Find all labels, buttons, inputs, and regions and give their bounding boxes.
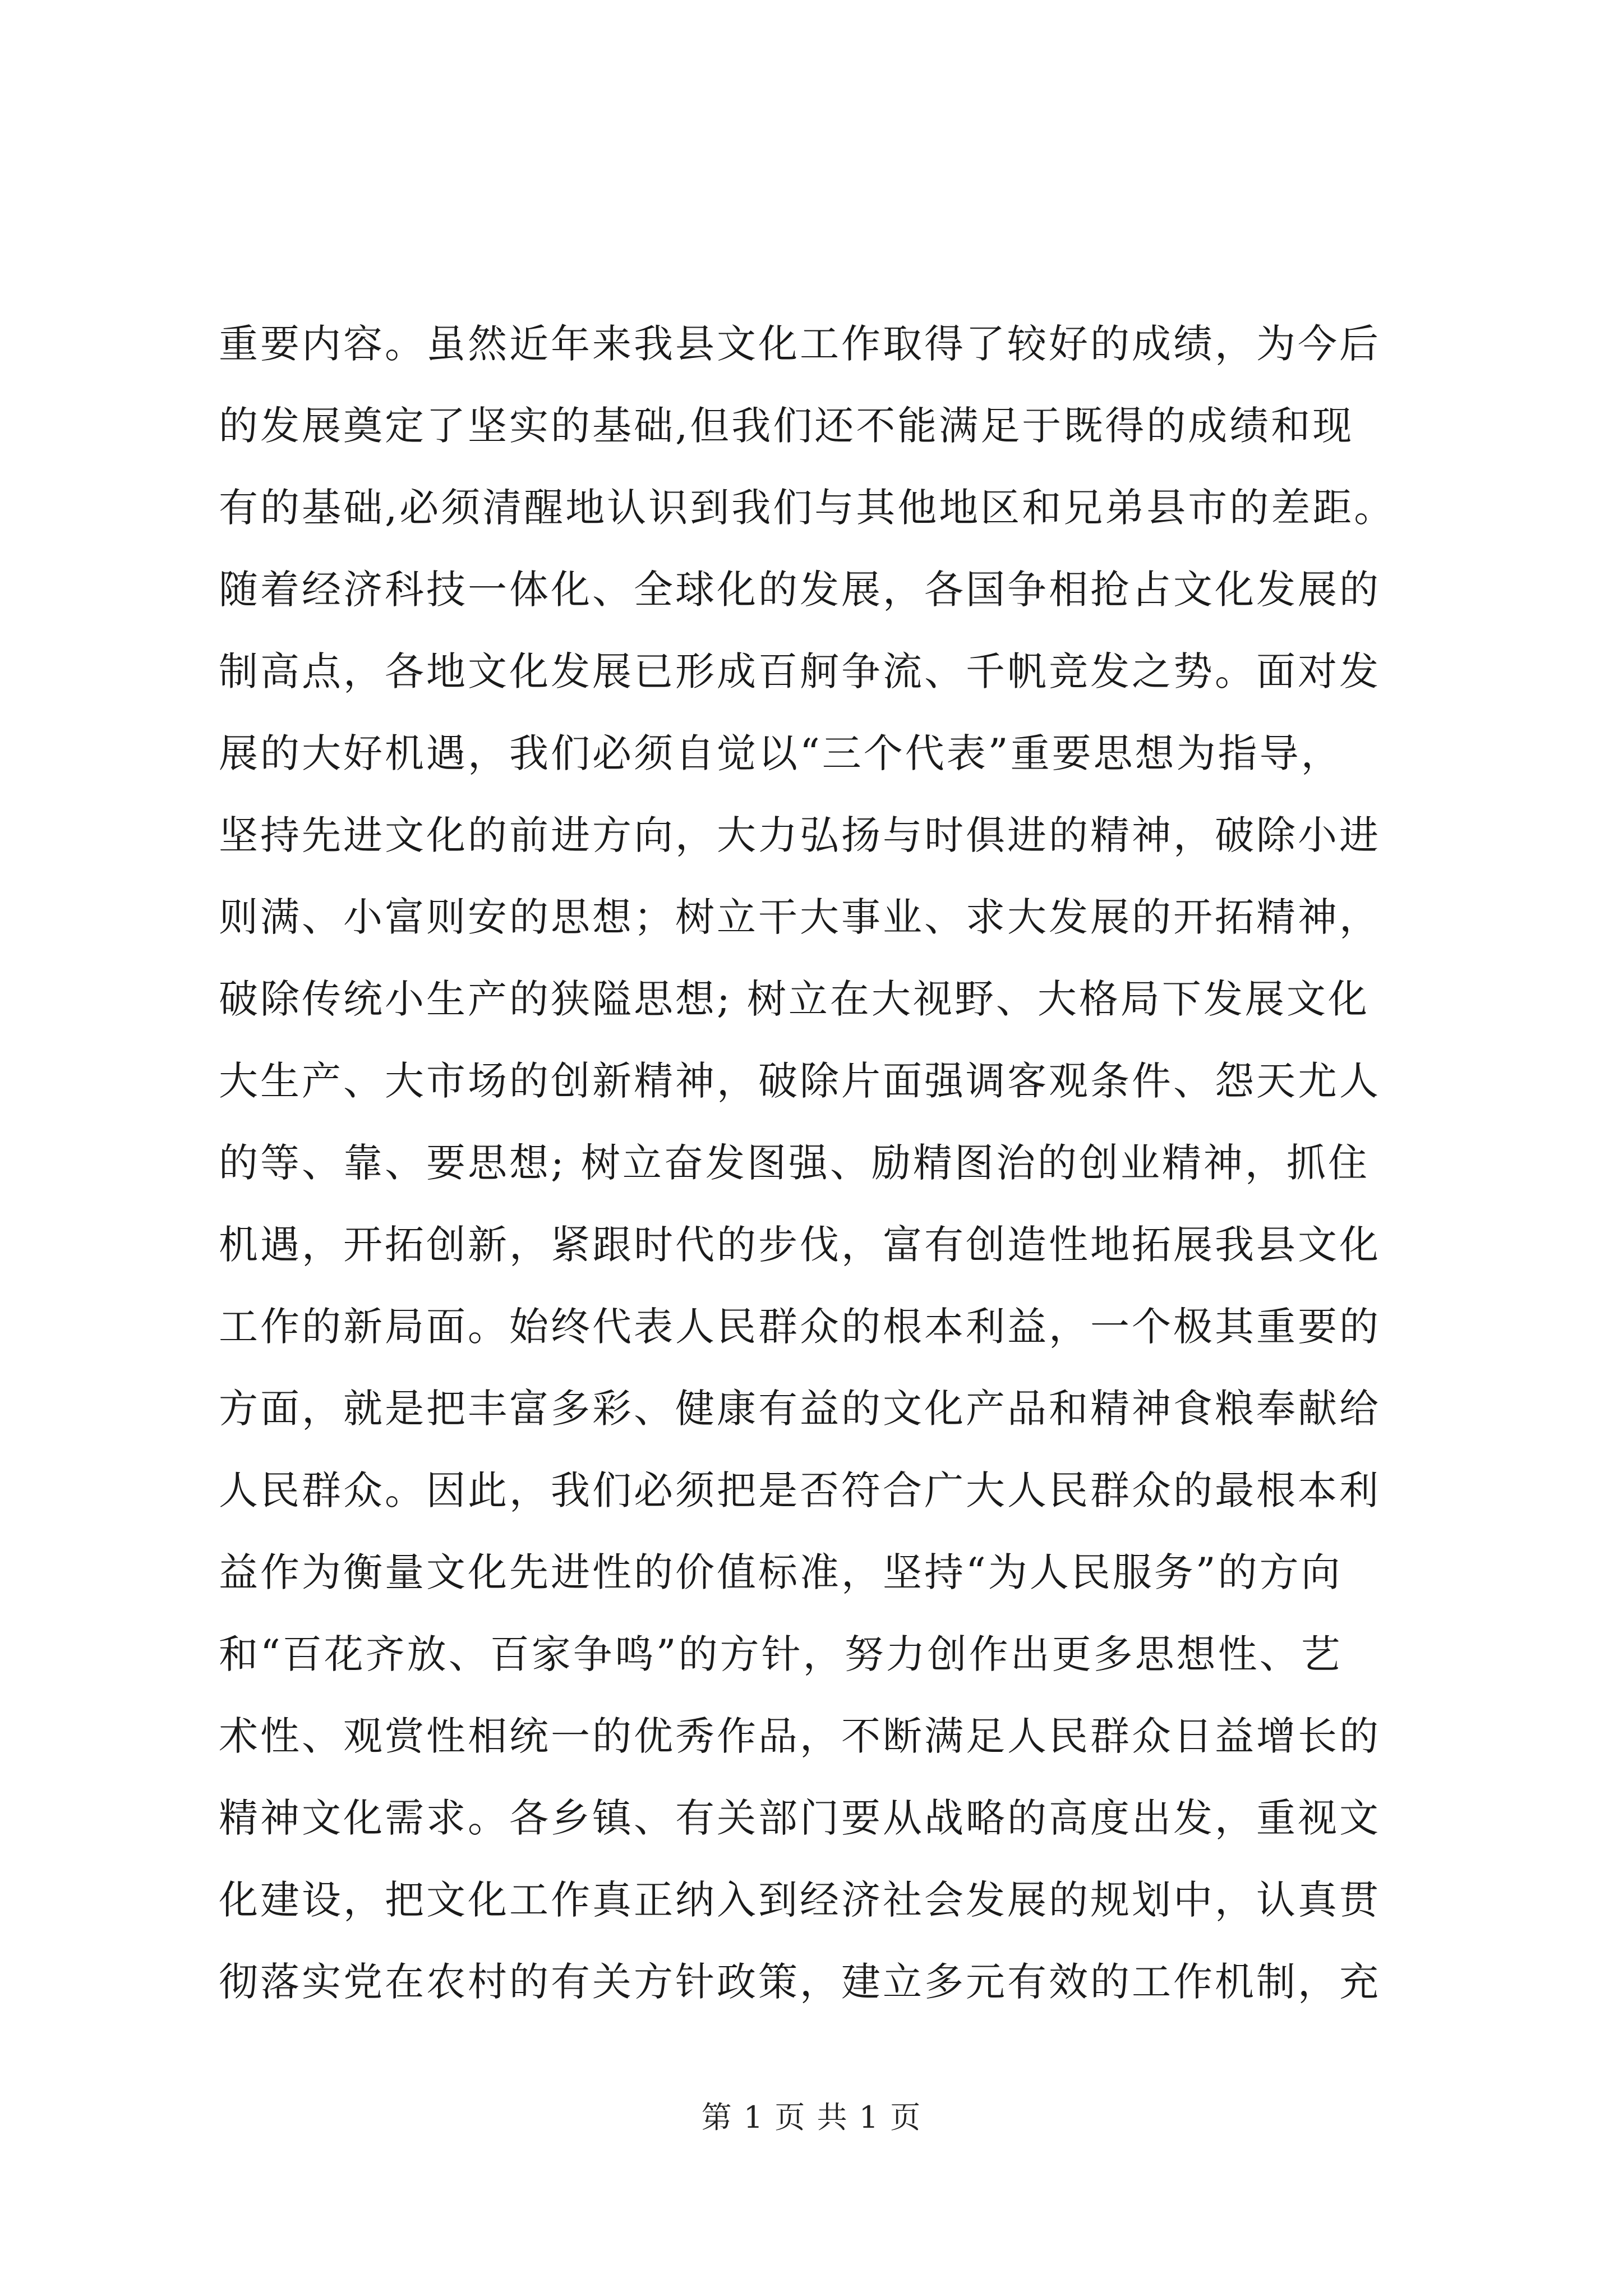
text-line: 方面，就是把丰富多彩、健康有益的文化产品和精神食粮奉献给 bbox=[219, 1386, 1381, 1432]
text-line: 破除传统小生产的狭隘思想; 树立在大视野、大格局下发展文化 bbox=[219, 976, 1370, 1022]
text-line: 和“百花齐放、百家争鸣”的方针，努力创作出更多思想性、艺 bbox=[219, 1631, 1343, 1677]
text-line: 化建设，把文化工作真正纳入到经济社会发展的规划中，认真贯 bbox=[219, 1877, 1381, 1923]
text-line: 大生产、大市场的创新精神，破除片面强调客观条件、怨天尤人 bbox=[219, 1058, 1381, 1104]
text-line: 重要内容。虽然近年来我县文化工作取得了较好的成绩，为今后 bbox=[219, 321, 1381, 367]
text-line: 机遇，开拓创新，紧跟时代的步伐，富有创造性地拓展我县文化 bbox=[219, 1222, 1381, 1268]
text-line: 的等、靠、要思想; 树立奋发图强、励精图治的创业精神，抓住 bbox=[219, 1140, 1370, 1186]
text-line: 术性、观赏性相统一的优秀作品，不断满足人民群众日益增长的 bbox=[219, 1713, 1381, 1759]
text-line: 制高点，各地文化发展已形成百舸争流、千帆竞发之势。面对发 bbox=[219, 648, 1381, 694]
text-line: 人民群众。因此，我们必须把是否符合广大人民群众的最根本利 bbox=[219, 1467, 1381, 1513]
text-line: 精神文化需求。各乡镇、有关部门要从战略的高度出发，重视文 bbox=[219, 1795, 1381, 1841]
text-line: 随着经济科技一体化、全球化的发展，各国争相抢占文化发展的 bbox=[219, 567, 1381, 613]
body-text bbox=[219, 303, 1469, 2023]
text-line: 益作为衡量文化先进性的价值标准，坚持“为人民服务”的方向 bbox=[219, 1549, 1343, 1595]
page-footer: 第 1 页 共 1 页 bbox=[701, 2100, 922, 2135]
text-line: 有的基础,必须清醒地认识到我们与其他地区和兄弟县市的差距。 bbox=[219, 485, 1396, 531]
text-line: 工作的新局面。始终代表人民群众的根本利益，一个极其重要的 bbox=[219, 1304, 1381, 1350]
text-line: 则满、小富则安的思想；树立干大事业、求大发展的开拓精神， bbox=[219, 894, 1381, 940]
text-line: 彻落实党在农村的有关方针政策，建立多元有效的工作机制，充 bbox=[219, 1959, 1381, 2005]
text-line: 的发展奠定了坚实的基础,但我们还不能满足于既得的成绩和现 bbox=[219, 403, 1354, 449]
text-line: 坚持先进文化的前进方向，大力弘扬与时俱进的精神，破除小进 bbox=[219, 812, 1381, 858]
text-line: 展的大好机遇，我们必须自觉以“三个代表”重要思想为指导， bbox=[219, 730, 1343, 776]
